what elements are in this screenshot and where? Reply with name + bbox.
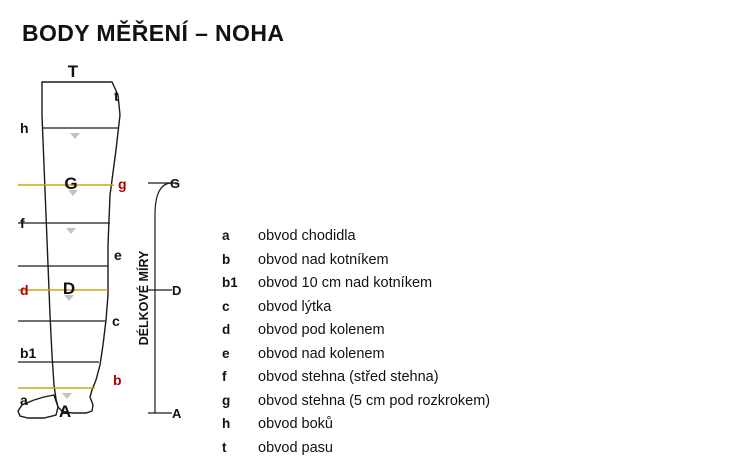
legend-description: obvod pasu <box>258 440 333 456</box>
mark-label-b: b <box>113 372 122 388</box>
legend-key: g <box>222 393 258 408</box>
mark-label-e: e <box>114 247 122 263</box>
leg-label-T: T <box>68 62 79 81</box>
scale-label-D: D <box>172 283 181 298</box>
list-item <box>222 299 732 323</box>
list-item <box>222 322 732 346</box>
leg-label-G: G <box>64 174 77 193</box>
mark-label-t: t <box>114 88 119 104</box>
list-item <box>222 393 732 417</box>
mark-label-a: a <box>20 392 28 408</box>
legend-key: b1 <box>222 275 258 290</box>
legend-description: obvod stehna (5 cm pod rozkrokem) <box>258 393 490 409</box>
legend-description: obvod chodidla <box>258 228 356 244</box>
scale-label-A: A <box>172 406 182 421</box>
mark-label-f: f <box>20 215 25 231</box>
legend-description: obvod lýtka <box>258 299 331 315</box>
legend-description: obvod boků <box>258 416 333 432</box>
legend-list <box>222 228 732 463</box>
legend-description: obvod 10 cm nad kotníkem <box>258 275 432 291</box>
legend-key: t <box>222 440 258 455</box>
leg-outline-shape <box>42 82 120 413</box>
length-bracket <box>155 183 176 413</box>
legend-key: h <box>222 416 258 431</box>
vertical-axis-label: DÉLKOVÉ MÍRY <box>136 250 151 345</box>
legend-key: a <box>222 228 258 243</box>
legend-description: obvod nad kolenem <box>258 346 385 362</box>
mark-label-d: d <box>20 282 29 298</box>
leg-label-D: D <box>63 279 75 298</box>
legend-key: f <box>222 369 258 384</box>
leg-label-A: A <box>59 402 71 421</box>
legend-key: e <box>222 346 258 361</box>
mark-label-g: g <box>118 176 127 192</box>
scale-label-G: G <box>170 176 180 191</box>
list-item <box>222 369 732 393</box>
list-item <box>222 416 732 440</box>
mark-label-b1: b1 <box>20 345 37 361</box>
list-item <box>222 275 732 299</box>
list-item <box>222 228 732 252</box>
legend-key: b <box>222 252 258 267</box>
mark-label-h: h <box>20 120 29 136</box>
legend-key: c <box>222 299 258 314</box>
legend-description: obvod pod kolenem <box>258 322 385 338</box>
legend-description: obvod stehna (střed stehna) <box>258 369 439 385</box>
mark-label-c: c <box>112 313 120 329</box>
legend-description: obvod nad kotníkem <box>258 252 389 268</box>
list-item <box>222 252 732 276</box>
list-item <box>222 440 732 463</box>
legend-key: d <box>222 322 258 337</box>
list-item <box>222 346 732 370</box>
page-title: BODY MĚŘENÍ – NOHA <box>22 20 284 47</box>
